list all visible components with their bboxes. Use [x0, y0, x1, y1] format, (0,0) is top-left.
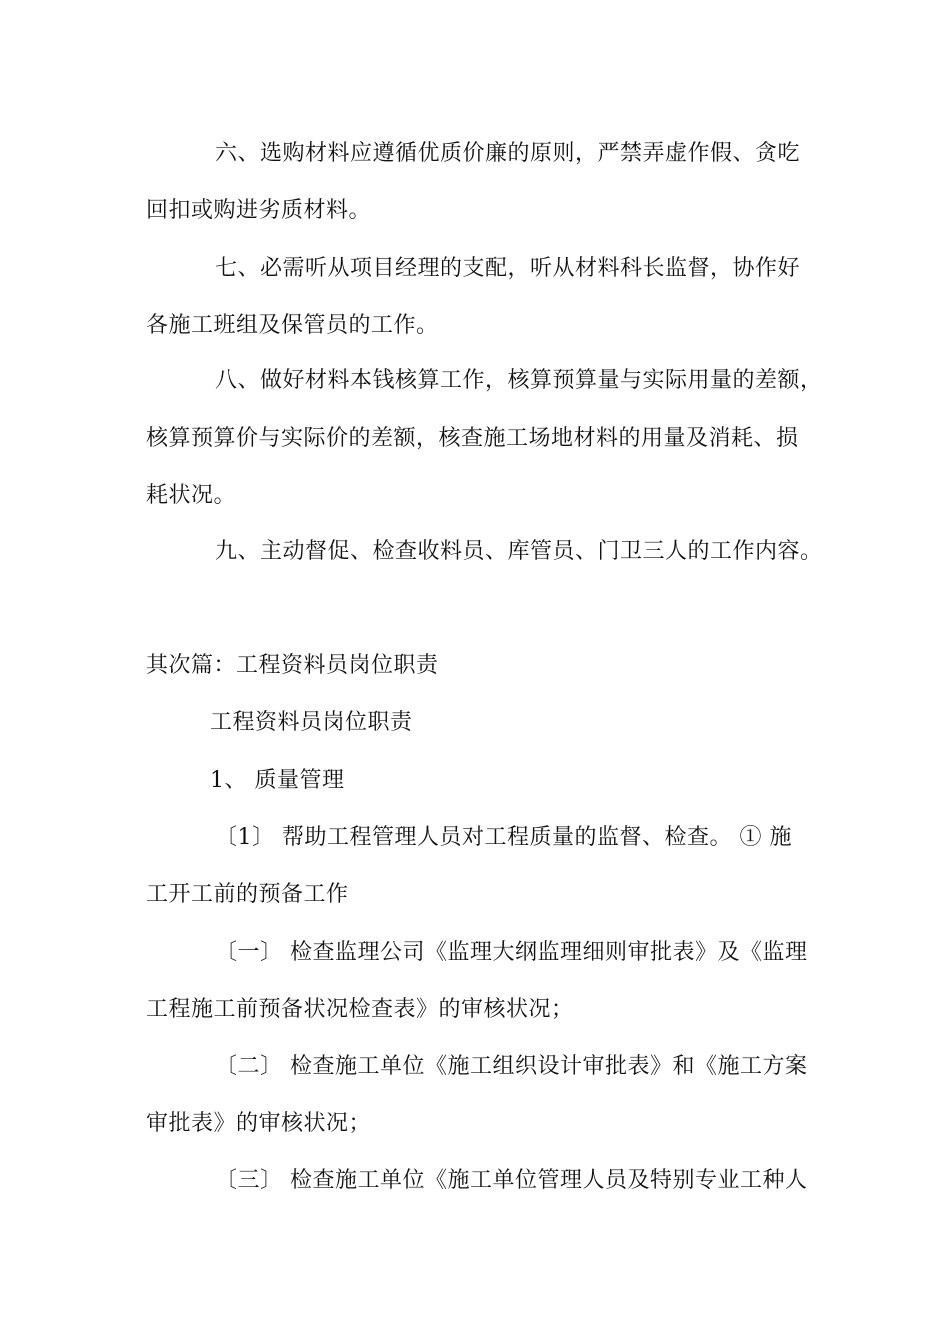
paragraph-8-line-3: 耗状况。	[146, 483, 237, 508]
subitem-1-line-1: 〔1〕 帮助工程管理人员对工程质量的监督、检查。 ① 施	[215, 825, 792, 850]
check-item-2-line-2: 审批表》的审核状况；	[146, 1111, 372, 1136]
paragraph-9-line-1: 九、主动督促、检查收料员、库管员、门卫三人的工作内容。	[215, 539, 823, 564]
paragraph-6-line-1: 六、选购材料应遵循优质价廉的原则，严禁弄虚作假、贪吃	[215, 141, 801, 166]
check-item-2-line-1: 〔二〕 检查施工单位《施工组织设计审批表》和《施工方案	[215, 1054, 808, 1079]
section-heading: 其次篇：工程资料员岗位职责	[146, 653, 439, 678]
item-1-heading: 1、 质量管理	[210, 768, 345, 793]
check-item-3-line-1: 〔三〕 检查施工单位《施工单位管理人员及特别专业工种人	[215, 1168, 808, 1193]
paragraph-8-line-1: 八、做好材料本钱核算工作，核算预算量与实际用量的差额，	[215, 368, 823, 393]
paragraph-8-line-2: 核算预算价与实际价的差额，核查施工场地材料的用量及消耗、损	[146, 426, 799, 451]
paragraph-7-line-1: 七、必需听从项目经理的支配，听从材料科长监督，协作好	[215, 256, 801, 281]
check-item-1-line-2: 工程施工前预备状况检查表》的审核状况；	[146, 997, 574, 1022]
subitem-1-line-2: 工开工前的预备工作	[146, 882, 349, 907]
paragraph-7-line-2: 各施工班组及保管员的工作。	[146, 313, 439, 338]
paragraph-6-line-2: 回扣或购进劣质材料。	[146, 198, 372, 223]
section-subtitle: 工程资料员岗位职责	[210, 710, 413, 735]
check-item-1-line-1: 〔一〕 检查监理公司《监理大纲监理细则审批表》及《监理	[215, 940, 808, 965]
